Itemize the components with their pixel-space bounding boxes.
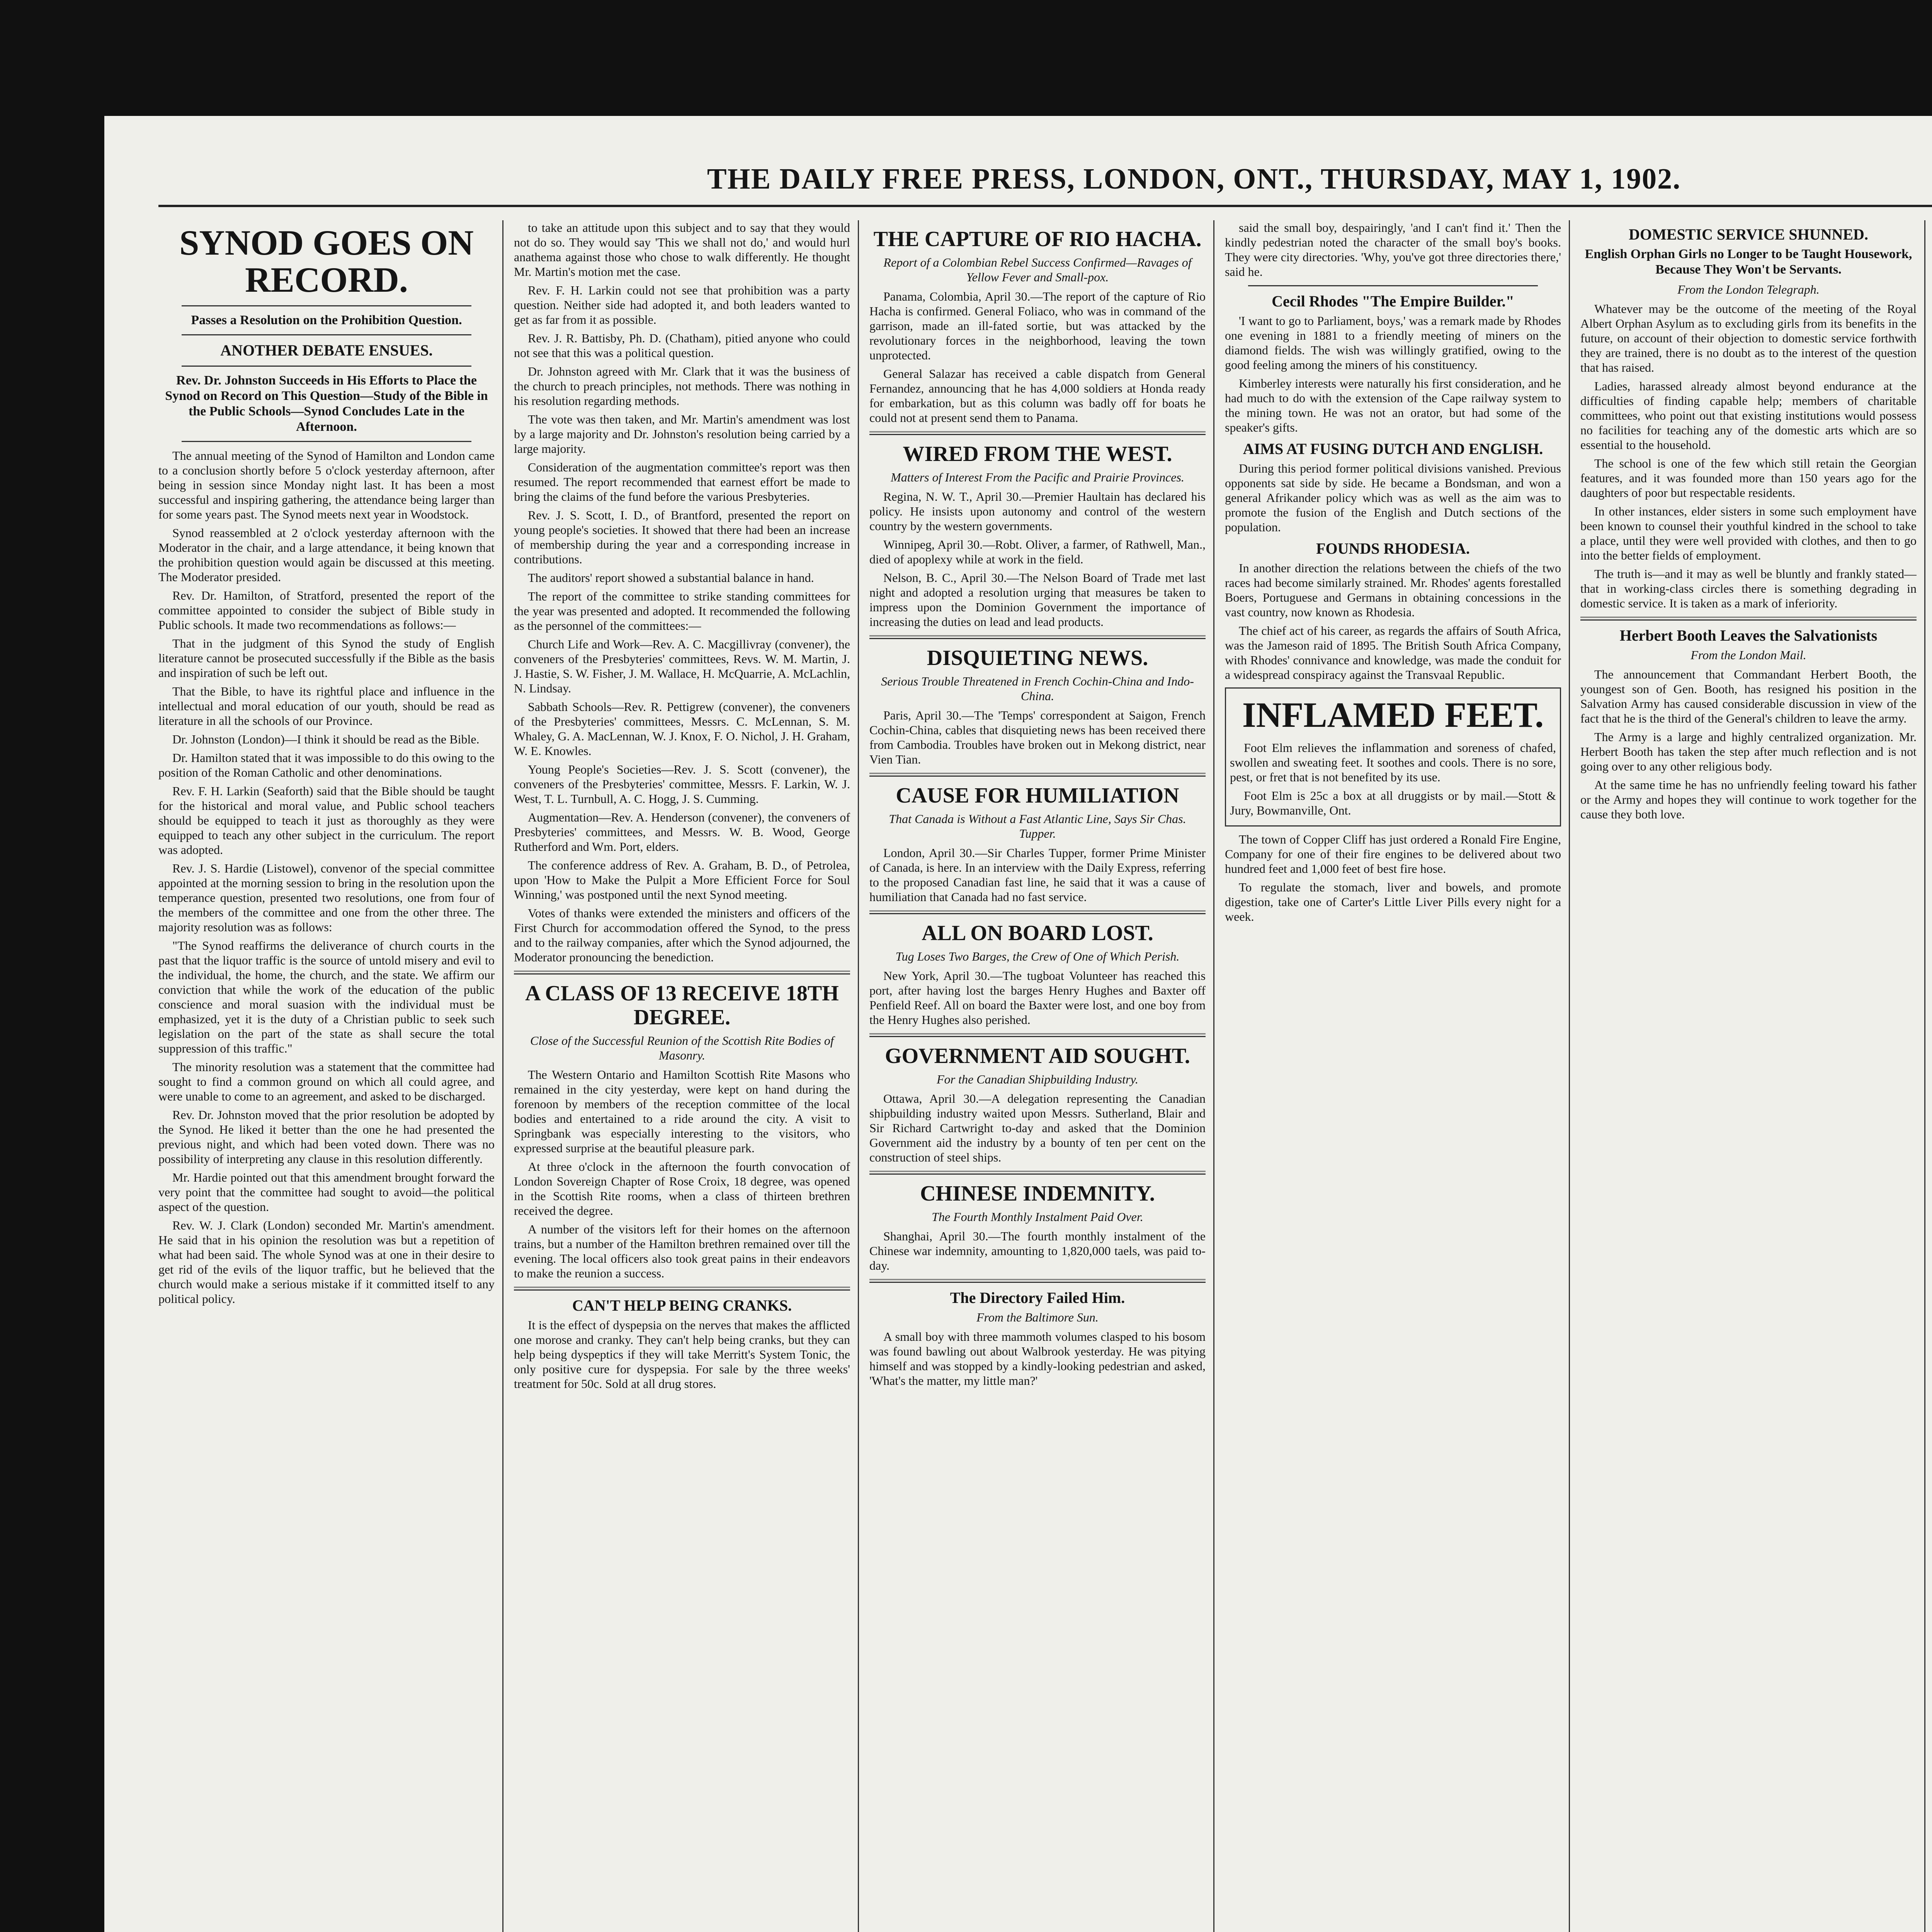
headline-wired-west: WIRED FROM THE WEST.	[903, 442, 1172, 466]
deck-humiliation: That Canada is Without a Fast Atlantic Line, Says Sir Chas. Tupper.	[889, 812, 1186, 840]
paragraph: Synod reassembled at 2 o'clock yesterday afternoon with the Moderator in the chair, and a large attendance, it being known that the prohibition question would again be discussed at this meeting. The Moderator presided.	[158, 526, 495, 584]
paragraph: "The Synod reaffirms the deliverance of church courts in the past that the liquor traffic is the source of untold misery and evil to the individual, the home, the church, and the state. We affirm our conviction that while the work of the education of the public conscience and moral suasion with the individual must be emphasized, yet it is the duty of a Christian public to seek such legislation on the part of the state as shall secure the total suppression of this traffic."	[158, 939, 495, 1055]
deck-chinese-indemnity: The Fourth Monthly Instalment Paid Over.	[932, 1210, 1143, 1224]
headline-humiliation: CAUSE FOR HUMILIATION	[896, 784, 1179, 808]
paragraph: Whatever may be the outcome of the meeting of the Royal Albert Orphan Asylum as to excluding girls from its benefits in the future, on account of their objection to domestic service forthwith they are trained, there is no doubt as to the interest of the question that has raised.	[1580, 302, 1917, 374]
paragraph: Rev. Dr. Johnston moved that the prior resolution be adopted by the Synod. He liked it better than the one he had presented the previous night, and which had been voted down. There was no possibility of interpreting any clause in this resolution differently.	[158, 1108, 495, 1166]
headline-directory: The Directory Failed Him.	[950, 1289, 1125, 1306]
paragraph: Rev. F. H. Larkin could not see that prohibition was a party question. Neither side had adopted it, and both leaders wanted to get as far from it as possible.	[514, 283, 850, 327]
column-5	[1580, 220, 1917, 1932]
paragraph: The annual meeting of the Synod of Hamilton and London came to a conclusion shortly before 5 o'clock yesterday afternoon, after being in session since Monday night last. It has been a most successful and inspiring gathering, the attendance being larger than for some years past. The Synod meets next year in Woodstock.	[158, 449, 495, 521]
paragraph: Foot Elm relieves the inflammation and soreness of chafed, swollen and sweating feet. It soothes and cools. There is no sore, pest, or fret that is not benefited by its use.	[1230, 741, 1556, 784]
deck-1: Passes a Resolution on the Prohibition Question.	[191, 313, 462, 327]
column-3	[869, 220, 1206, 1932]
paragraph: The town of Copper Cliff has just ordered a Ronald Fire Engine, Company for one of their fire engines to be delivered about two hundred feet and 1,000 feet of best fire hose.	[1225, 832, 1561, 876]
paragraph: That in the judgment of this Synod the study of English literature cannot be prosecuted successfully if the Bible as the basis and inspiration of such be left out.	[158, 636, 495, 680]
paragraph: Augmentation—Rev. A. Henderson (convener), the conveners of Presbyteries' committees, and Messrs. W. B. Wood, George Rutherford and Wm. Port, elders.	[514, 810, 850, 854]
headline-cecil-rhodes: Cecil Rhodes "The Empire Builder."	[1272, 293, 1514, 310]
paragraph: Church Life and Work—Rev. A. C. Macgillivray (convener), the conveners of the Presbyteries' committees, Revs. W. M. Martin, J. J. Hastie, S. W. Fisher, J. M. Wallace, H. McQuarrie, A. McLachlin, N. Lindsay.	[514, 637, 850, 695]
subhead-rhodesia: FOUNDS RHODESIA.	[1316, 540, 1470, 557]
paragraph: Foot Elm is 25c a box at all druggists or by mail.—Stott & Jury, Bowmanville, Ont.	[1230, 789, 1556, 817]
deck-scottish-rite: Close of the Successful Reunion of the Scottish Rite Bodies of Masonry.	[530, 1034, 834, 1062]
paragraph: That the Bible, to have its rightful place and influence in the intellectual and moral education of our youth, should be read as literature in all the schools of our Province.	[158, 684, 495, 728]
paragraph: Ottawa, April 30.—A delegation representing the Canadian shipbuilding industry waited upon Messrs. Sutherland, Blair and Sir Richard Cartwright to-day and asked that the Dominion Government aid the industry by a bounty of ten per cent on the construction of steel ships.	[869, 1092, 1206, 1164]
headline-inflamed-feet: INFLAMED FEET.	[1242, 695, 1544, 735]
paragraph: Dr. Hamilton stated that it was impossible to do this owing to the position of the Roman Catholic and other denominations.	[158, 751, 495, 779]
paragraph: The truth is—and it may as well be bluntly and frankly stated—that in working-class circles there is something degrading in domestic service. It is taken as a mark of inferiority.	[1580, 567, 1917, 610]
paragraph: The report of the committee to strike standing committees for the year was presented and adopted. It recommended the following as the personnel of the committees:—	[514, 589, 850, 633]
deck-domestic-service: English Orphan Girls no Longer to be Taught Housework, Because They Won't be Servants.	[1585, 247, 1912, 277]
paragraph: to take an attitude upon this subject and to say that they would not do so. They would say 'This we shall not do,' and would hurl anathema against those who chose to walk differently. He thought Mr. Martin's motion met the case.	[514, 221, 850, 279]
column-rule	[502, 220, 503, 1932]
paragraph: The chief act of his career, as regards the affairs of South Africa, was the Jameson raid of 1895. The British South Africa Company, with Rhodes' connivance and knowledge, was made the conduit for a widespread conspiracy against the Transvaal Republic.	[1225, 624, 1561, 682]
paragraph: Dr. Johnston agreed with Mr. Clark that it was the business of the church to preach principles, not methods. There was nothing in his resolution regarding methods.	[514, 364, 850, 408]
paragraph: In another direction the relations between the chiefs of the two races had become similarly strained. Mr. Rhodes' agents forestalled Boers, Portuguese and Germans in obtaining concessions in the vast country, now known as Rhodesia.	[1225, 561, 1561, 619]
column-rule	[1924, 220, 1925, 1932]
headline-disquieting: DISQUIETING NEWS.	[927, 646, 1148, 670]
column-1	[158, 220, 495, 1932]
paragraph: Rev. Dr. Hamilton, of Stratford, presented the report of the committee appointed to consider the subject of Bible study in Public schools. It made two recommendations as follows:—	[158, 588, 495, 632]
paragraph: A number of the visitors left for their homes on the afternoon trains, but a number of the Hamilton brethren remained over till the evening. The local officers also took great pains in their endeavors to make the reunion a success.	[514, 1222, 850, 1280]
headline-scottish-rite: A CLASS OF 13 RECEIVE 18TH DEGREE.	[525, 981, 839, 1029]
column-2	[514, 220, 850, 1932]
deck-all-lost: Tug Loses Two Barges, the Crew of One of Which Perish.	[895, 949, 1180, 963]
headline-rio-hacha: THE CAPTURE OF RIO HACHA.	[873, 227, 1202, 251]
deck-directory: From the Baltimore Sun.	[976, 1310, 1099, 1324]
masthead: THE DAILY FREE PRESS, LONDON, ONT., THURSDAY, MAY 1, 1902.	[158, 162, 1932, 207]
paragraph: The Army is a large and highly centralized organization. Mr. Herbert Booth has taken the step after much reflection and is not going over to any other religious body.	[1580, 730, 1917, 773]
paragraph: Mr. Hardie pointed out that this amendment brought forward the very point that the committee had sought to avoid—the political aspect of the question.	[158, 1170, 495, 1214]
paragraph: The Western Ontario and Hamilton Scottish Rite Masons who remained in the city yesterday, were kept on hand during the forenoon by members of the reception committee of the local bodies and entertained to a ride around the city. A visit to Springbank was especially interesting to the visitors, who expressed surprise at the beautiful pleasure park.	[514, 1068, 850, 1155]
paragraph: said the small boy, despairingly, 'and I can't find it.' Then the kindly pedestrian noted the character of the small boy's books. They were city directories. 'Why, you've got three directories there,' said he.	[1225, 221, 1561, 279]
paragraph: The announcement that Commandant Herbert Booth, the youngest son of Gen. Booth, has resigned his position in the Salvation Army has caused considerable discussion in view of the fact that he is the third of the General's children to leave the army.	[1580, 667, 1917, 725]
paragraph: It is the effect of dyspepsia on the nerves that makes the afflicted one morose and cranky. They can't help being cranks, but they can help being dyspeptics if they will take Merritt's System Tonic, the only positive cure for dyspepsia. For sale by the three weeks' treatment for 50c. Sold at all drug stores.	[514, 1318, 850, 1391]
paragraph: Sabbath Schools—Rev. R. Pettigrew (convener), the conveners of the Presbyteries' committees, Messrs. C. McLennan, S. M. Whaley, G. A. MacLennan, W. J. Knox, F. O. Nichol, J. H. Graham, W. E. Knowles.	[514, 700, 850, 758]
paragraph: Regina, N. W. T., April 30.—Premier Haultain has declared his policy. He insists upon autonomy and control of the western country by the western governments.	[869, 490, 1206, 533]
deck-wired-west: Matters of Interest From the Pacific and Prairie Provinces.	[891, 470, 1184, 484]
paragraph: New York, April 30.—The tugboat Volunteer has reached this port, after having lost the barges Henry Hughes and Baxter off Penfield Reef. All on board the Baxter were lost, and one boy from the Henry Hughes also perished.	[869, 969, 1206, 1027]
paragraph: Rev. J. R. Battisby, Ph. D. (Chatham), pitied anyone who could not see that this was a political question.	[514, 331, 850, 360]
paragraph: General Salazar has received a cable dispatch from General Fernandez, announcing that he has 4,000 soldiers at Honda ready for embarkation, but as this column was badly off for boats he could not at present send them to Panama.	[869, 367, 1206, 425]
newspaper-page	[104, 116, 1932, 1932]
advertisement-foot-elm	[1225, 687, 1561, 827]
paragraph: The auditors' report showed a substantial balance in hand.	[528, 571, 814, 585]
paragraph: Shanghai, April 30.—The fourth monthly instalment of the Chinese war indemnity, amounting to 1,820,000 taels, was paid to-day.	[869, 1229, 1206, 1272]
paragraph: Rev. F. H. Larkin (Seaforth) said that the Bible should be taught for the historical and moral value, and Public school teachers should be equipped to teach it just as thoroughly as they were equipped to teach any other subject in the curriculum. The report was adopted.	[158, 784, 495, 857]
paragraph: In other instances, elder sisters in some such employment have been known to counsel their youthful kindred in the school to take a place, until they were well provided with clothes, and then to go into the better fields of employment.	[1580, 504, 1917, 562]
deck-2: ANOTHER DEBATE ENSUES.	[220, 342, 433, 359]
headline-herbert-booth: Herbert Booth Leaves the Salvationists	[1619, 627, 1878, 644]
deck-3: Rev. Dr. Johnston Succeeds in His Efforts to Place the Synod on Record on This Question—Study of the Bible in the Public Schools—Synod Concludes Late in the Afternoon.	[165, 373, 488, 434]
column-rule	[1213, 220, 1214, 1932]
paragraph: Winnipeg, April 30.—Robt. Oliver, a farmer, of Rathwell, Man., died of apoplexy while at work in the field.	[869, 537, 1206, 566]
paragraph: Kimberley interests were naturally his first consideration, and he had much to do with the extension of the Cape railway system to the mining town. He was not an orator, but had some of the speaker's gifts.	[1225, 376, 1561, 434]
paragraph: London, April 30.—Sir Charles Tupper, former Prime Minister of Canada, is here. In an interview with the Daily Express, referring to the proposed Canadian fast line, he said that it was a cause of humiliation that Canada had no fast service.	[869, 846, 1206, 904]
column-rule	[858, 220, 859, 1932]
paragraph: Panama, Colombia, April 30.—The report of the capture of Rio Hacha is confirmed. General Foliaco, who was in command of the garrison, made an ill-fated sortie, but was attacked by the revolutionary forces in the neighborhood, leaving the town unprotected.	[869, 289, 1206, 362]
paragraph: At the same time he has no unfriendly feeling toward his father or the Army and hopes they will continue to work together for the cause they both love.	[1580, 778, 1917, 821]
paragraph: At three o'clock in the afternoon the fourth convocation of London Sovereign Chapter of Rose Croix, 18 degree, was opened in the Scottish Rite rooms, when a class of thirteen brethren received the degree.	[514, 1160, 850, 1218]
paragraph: The vote was then taken, and Mr. Martin's amendment was lost by a large majority and Dr. Johnston's resolution being carried by a large majority.	[514, 412, 850, 456]
column-4	[1225, 220, 1561, 1932]
paragraph: Rev. J. S. Scott, I. D., of Brantford, presented the report on young people's societies. It showed that there had been an increase of membership during the year and a corresponding increase in contributions.	[514, 508, 850, 566]
paragraph: During this period former political divisions vanished. Previous opponents sat side by side. He became a Bondsman, and won a general Afrikander policy which was as well as the aim was to promote the fusion of the English and Dutch sections of the population.	[1225, 461, 1561, 534]
paragraph: Ladies, harassed already almost beyond endurance at the difficulties of finding capable help; members of charitable committees, who point out that existing institutions would possess no facilities for teaching any of the domestic arts which are so essential to the household.	[1580, 379, 1917, 452]
headline-govt-aid: GOVERNMENT AID SOUGHT.	[885, 1044, 1190, 1068]
paragraph: The school is one of the few which still retain the Georgian features, and it was founded more than 150 years ago for the daughters of poor but respectable residents.	[1580, 456, 1917, 500]
subhead-fusing: AIMS AT FUSING DUTCH AND ENGLISH.	[1243, 440, 1543, 457]
paragraph: Rev. J. S. Hardie (Listowel), convenor of the special committee appointed at the morning session to bring in the resolution upon the temperance question, presented two resolutions, one from four of the members of the committee and one from the other three. The majority resolution was as follows:	[158, 861, 495, 934]
source-telegraph: From the London Telegraph.	[1677, 282, 1820, 296]
deck-govt-aid: For the Canadian Shipbuilding Industry.	[937, 1072, 1138, 1086]
source-mail: From the London Mail.	[1690, 648, 1806, 662]
paragraph: The conference address of Rev. A. Graham, B. D., of Petrolea, upon 'How to Make the Pulpit a More Efficient Force for Soul Winning,' was postponed until the next Synod meeting.	[514, 858, 850, 901]
paragraph: Votes of thanks were extended the ministers and officers of the First Church for accommodation offered the Synod, to the press and to the railway companies, after which the Synod adjourned, the Moderator pronouncing the benediction.	[514, 906, 850, 964]
headline-domestic-service: DOMESTIC SERVICE SHUNNED.	[1629, 226, 1868, 243]
deck-disquieting: Serious Trouble Threatened in French Cochin-China and Indo-China.	[881, 674, 1194, 703]
paragraph: Paris, April 30.—The 'Temps' correspondent at Saigon, French Cochin-China, cables that disquieting news has been received there from Cambodia. Troubles have broken out in Mekong district, near Vien Tian.	[869, 708, 1206, 766]
paragraph: Dr. Johnston (London)—I think it should be read as the Bible.	[172, 732, 480, 746]
paragraph: 'I want to go to Parliament, boys,' was a remark made by Rhodes one evening in 1881 to a friendly meeting of miners on the diamond fields. The wish was willingly gratified, owing to the good feeling among the miners of his constituency.	[1225, 314, 1561, 372]
headline-chinese-indemnity: CHINESE INDEMNITY.	[920, 1182, 1155, 1206]
paragraph: A small boy with three mammoth volumes clasped to his bosom was found bawling out about Walbrook yesterday. He was pitying himself and was stopped by a kindly-looking pedestrian and asked, 'What's the matter, my little man?'	[869, 1330, 1206, 1388]
paragraph: Rev. W. J. Clark (London) seconded Mr. Martin's amendment. He said that in his opinion the resolution was but a repetition of what had been said. The whole Synod was at one in their desire to get rid of the evils of the liquor traffic, but he believed that the church would make a serious mistake if it committed itself to any political policy.	[158, 1218, 495, 1306]
paragraph: Consideration of the augmentation committee's report was then resumed. The report recommended that earnest effort be made to bring the claims of the fund before the various Presbyteries.	[514, 460, 850, 503]
paragraph: To regulate the stomach, liver and bowels, and promote digestion, take one of Carter's Little Liver Pills every night for a week.	[1225, 880, 1561, 923]
column-rule	[1569, 220, 1570, 1932]
paragraph: The minority resolution was a statement that the committee had sought to find a common ground on which all could agree, and were unable to come to an agreement, and asked to be discharged.	[158, 1060, 495, 1103]
headline-cranks: CAN'T HELP BEING CRANKS.	[572, 1297, 792, 1314]
headline-all-lost: ALL ON BOARD LOST.	[922, 921, 1153, 945]
paragraph: Young People's Societies—Rev. J. S. Scott (convener), the conveners of the Presbyteries' committee, Messrs. F. Larkin, W. J. West, T. L. Turnbull, A. C. Hogg, J. S. Cumming.	[514, 762, 850, 806]
deck-rio-hacha: Report of a Colombian Rebel Success Confirmed—Ravages of Yellow Fever and Small-pox.	[883, 255, 1192, 284]
headline-synod: SYNOD GOES ON RECORD.	[179, 223, 474, 299]
paragraph: Nelson, B. C., April 30.—The Nelson Board of Trade met last night and adopted a resolution urging that measures be taken to impress upon the Dominion Government the importance of increasing the duties on lead and lead products.	[869, 571, 1206, 629]
